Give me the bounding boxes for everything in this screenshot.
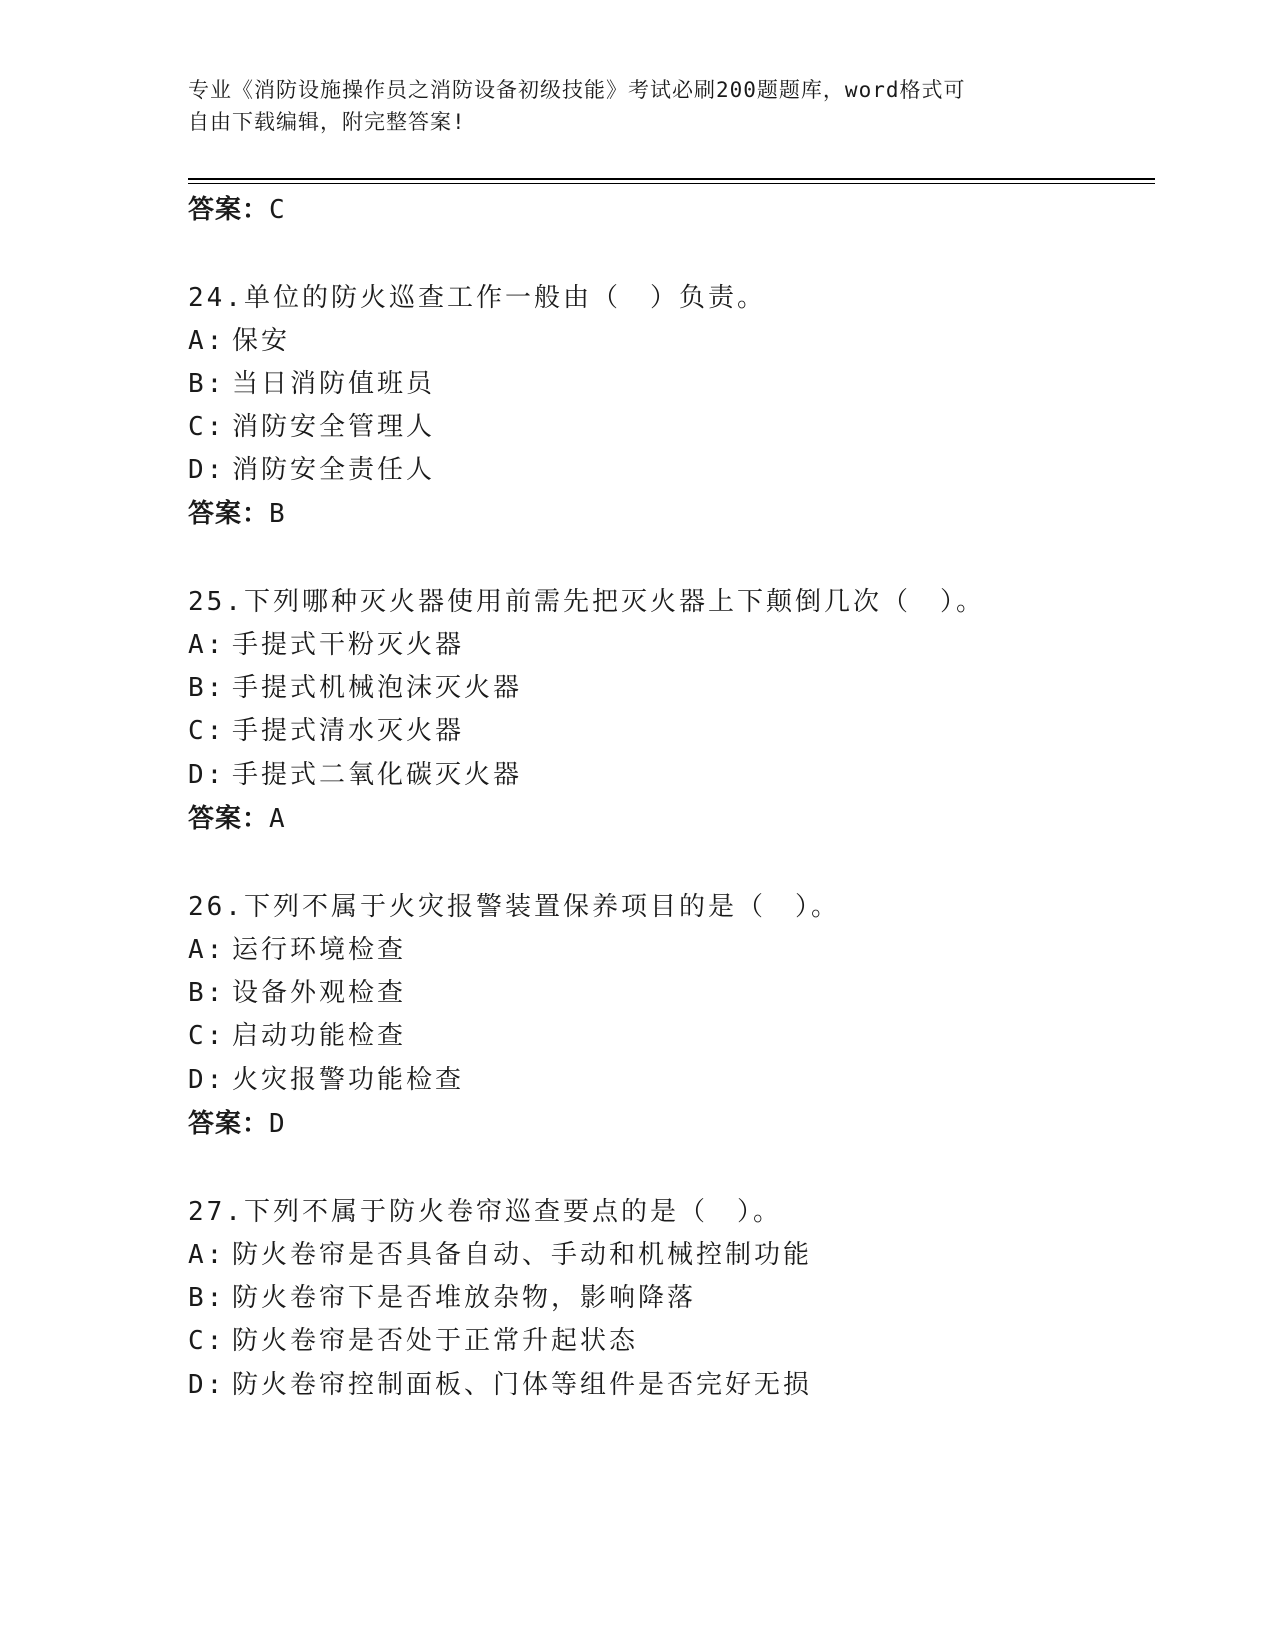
option-text: 手提式干粉灭火器	[232, 630, 465, 660]
option-text: 消防安全责任人	[232, 455, 436, 485]
question-stem: 26.下列不属于火灾报警装置保养项目的是（ ）。	[188, 892, 840, 922]
option-letter: B:	[188, 1283, 226, 1313]
answer-line	[188, 190, 286, 230]
answer-label: 答案：	[188, 195, 270, 225]
option-letter: A:	[188, 630, 226, 660]
option-letter: B:	[188, 673, 226, 703]
option-d	[188, 450, 435, 490]
option-c	[188, 711, 464, 751]
answer-label: 答案：	[188, 499, 270, 529]
answer-value: A	[269, 804, 286, 834]
option-d	[188, 1060, 464, 1100]
option-b	[188, 668, 522, 708]
option-letter: C:	[188, 1021, 226, 1051]
option-c	[188, 1016, 406, 1056]
option-d	[188, 755, 522, 795]
option-text: 保安	[232, 326, 291, 356]
option-text: 火灾报警功能检查	[232, 1065, 465, 1095]
header-line-2: 自由下载编辑，附完整答案!	[188, 110, 466, 134]
header-rule-thin	[188, 183, 1155, 184]
option-text: 手提式清水灭火器	[232, 716, 465, 746]
option-b	[188, 973, 406, 1013]
document-header	[188, 74, 1088, 138]
option-letter: D:	[188, 1370, 226, 1400]
option-text: 手提式二氧化碳灭火器	[232, 760, 523, 790]
option-letter: A:	[188, 326, 226, 356]
answer-value: B	[269, 499, 286, 529]
option-text: 消防安全管理人	[232, 412, 436, 442]
option-letter: A:	[188, 1240, 226, 1270]
option-letter: B:	[188, 369, 226, 399]
option-text: 防火卷帘下是否堆放杂物，影响降落	[232, 1283, 697, 1313]
option-b	[188, 364, 435, 404]
option-letter: C:	[188, 716, 226, 746]
option-b	[188, 1278, 696, 1318]
answer-value: D	[269, 1109, 286, 1139]
answer-label: 答案：	[188, 804, 270, 834]
option-text: 防火卷帘控制面板、门体等组件是否完好无损	[232, 1370, 813, 1400]
option-letter: C:	[188, 1326, 226, 1356]
option-letter: D:	[188, 455, 226, 485]
option-letter: C:	[188, 412, 226, 442]
option-text: 防火卷帘是否具备自动、手动和机械控制功能	[232, 1240, 813, 1270]
question-stem: 25.下列哪种灭火器使用前需先把灭火器上下颠倒几次（ ）。	[188, 587, 985, 617]
option-text: 设备外观检查	[232, 978, 407, 1008]
option-a	[188, 930, 406, 970]
option-text: 运行环境检查	[232, 935, 407, 965]
option-text: 当日消防值班员	[232, 369, 436, 399]
option-a	[188, 1235, 812, 1275]
option-c	[188, 407, 435, 447]
option-d	[188, 1365, 812, 1405]
option-letter: B:	[188, 978, 226, 1008]
answer-label: 答案：	[188, 1109, 270, 1139]
option-letter: D:	[188, 760, 226, 790]
option-letter: D:	[188, 1065, 226, 1095]
option-text: 防火卷帘是否处于正常升起状态	[232, 1326, 639, 1356]
answer-line	[188, 1104, 286, 1144]
option-text: 手提式机械泡沫灭火器	[232, 673, 523, 703]
option-text: 启动功能检查	[232, 1021, 407, 1051]
answer-value: C	[269, 195, 286, 225]
question-stem: 27.下列不属于防火卷帘巡查要点的是（ ）。	[188, 1197, 782, 1227]
header-rule-thick	[188, 178, 1155, 180]
option-a	[188, 321, 290, 361]
option-a	[188, 625, 464, 665]
option-c	[188, 1321, 638, 1361]
answer-line	[188, 494, 286, 534]
header-line-1: 专业《消防设施操作员之消防设备初级技能》考试必刷200题题库，word格式可	[188, 78, 966, 102]
question-stem: 24.单位的防火巡查工作一般由（ ）负责。	[188, 283, 766, 313]
answer-line	[188, 799, 286, 839]
option-letter: A:	[188, 935, 226, 965]
